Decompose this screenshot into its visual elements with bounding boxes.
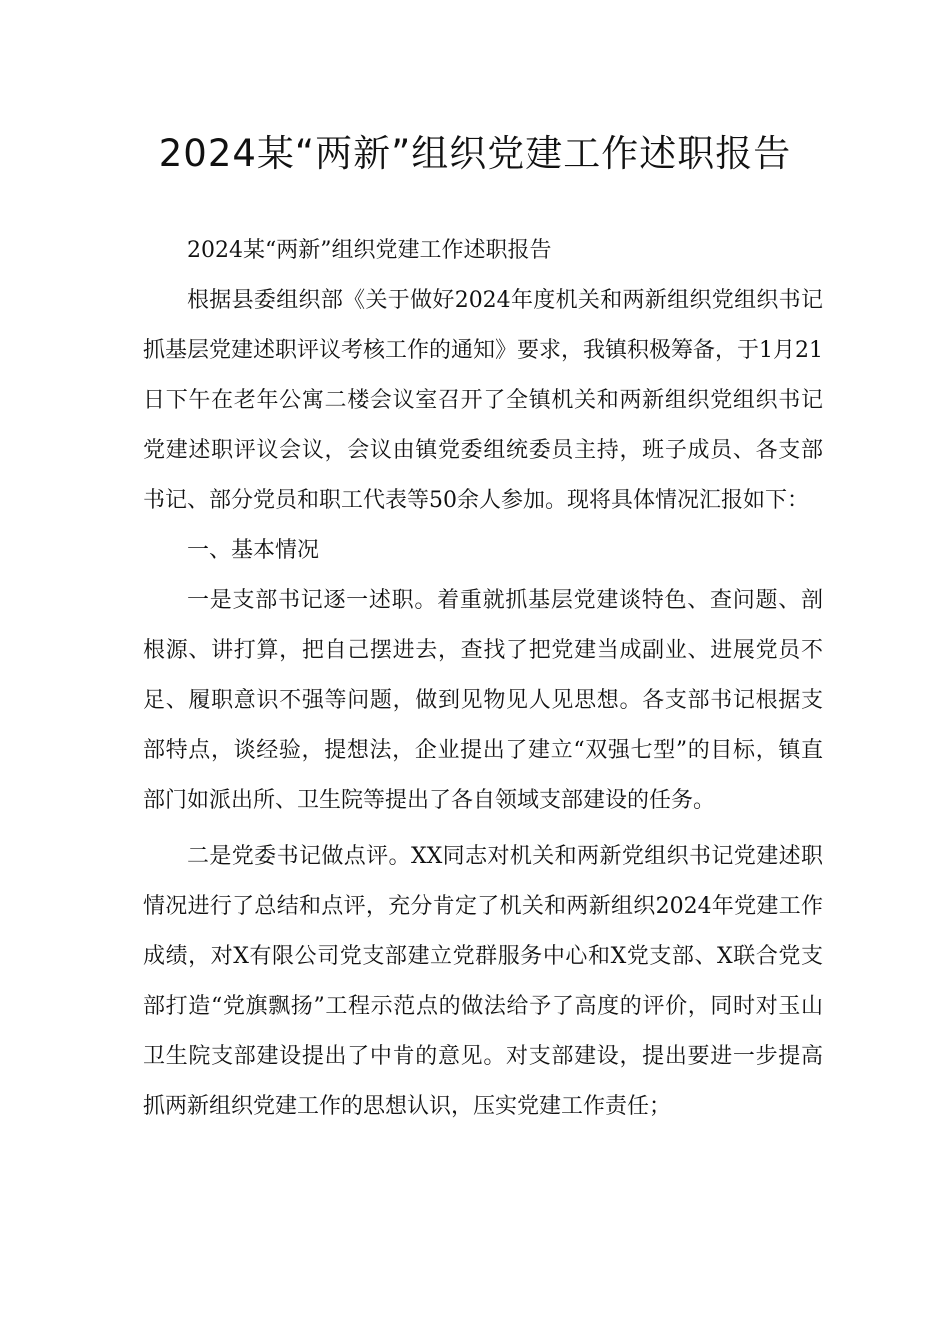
paragraph-party-secretary-review: 二是党委书记做点评。XX同志对机关和两新党组织书记党建述职情况进行了总结和点评，充分肯定了机关和两新组织2024年党建工作成绩，对X有限公司党支部建立党群服务中心和X党支部、X联合党支部打造“党旗飘扬”工程示范点的做法给予了高度的评价，同时对玉山卫生院支部建设提出了中肯的意见。对支部建设，提出要进一步提高抓两新组织党建工作的思想认识，压实党建工作责任； [143, 844, 823, 1119]
document-body [143, 226, 823, 1132]
paragraph-branch-secretaries-report: 一是支部书记逐一述职。着重就抓基层党建谈特色、查问题、剖根源、讲打算，把自己摆进去，查找了把党建当成副业、进展党员不足、履职意识不强等问题，做到见物见人见思想。各支部书记根据支部特点，谈经验，提想法，企业提出了建立“双强七型”的目标，镇直部门如派出所、卫生院等提出了各自领域支部建设的任务。 [143, 588, 823, 813]
paragraph-subtitle: 2024某“两新”组织党建工作述职报告 [187, 238, 552, 263]
document-title: 2024某“两新”组织党建工作述职报告 [158, 132, 792, 175]
paragraph-intro: 根据县委组织部《关于做好2024年度机关和两新组织党组织书记抓基层党建述职评议考核工作的通知》要求，我镇积极筹备，于1月21日下午在老年公寓二楼会议室召开了全镇机关和两新组织党组织书记党建述职评议会议，会议由镇党委组统委员主持，班子成员、各支部书记、部分党员和职工代表等50余人参加。现将具体情况汇报如下： [143, 288, 823, 513]
section-heading-basic-situation: 一、基本情况 [187, 538, 320, 563]
